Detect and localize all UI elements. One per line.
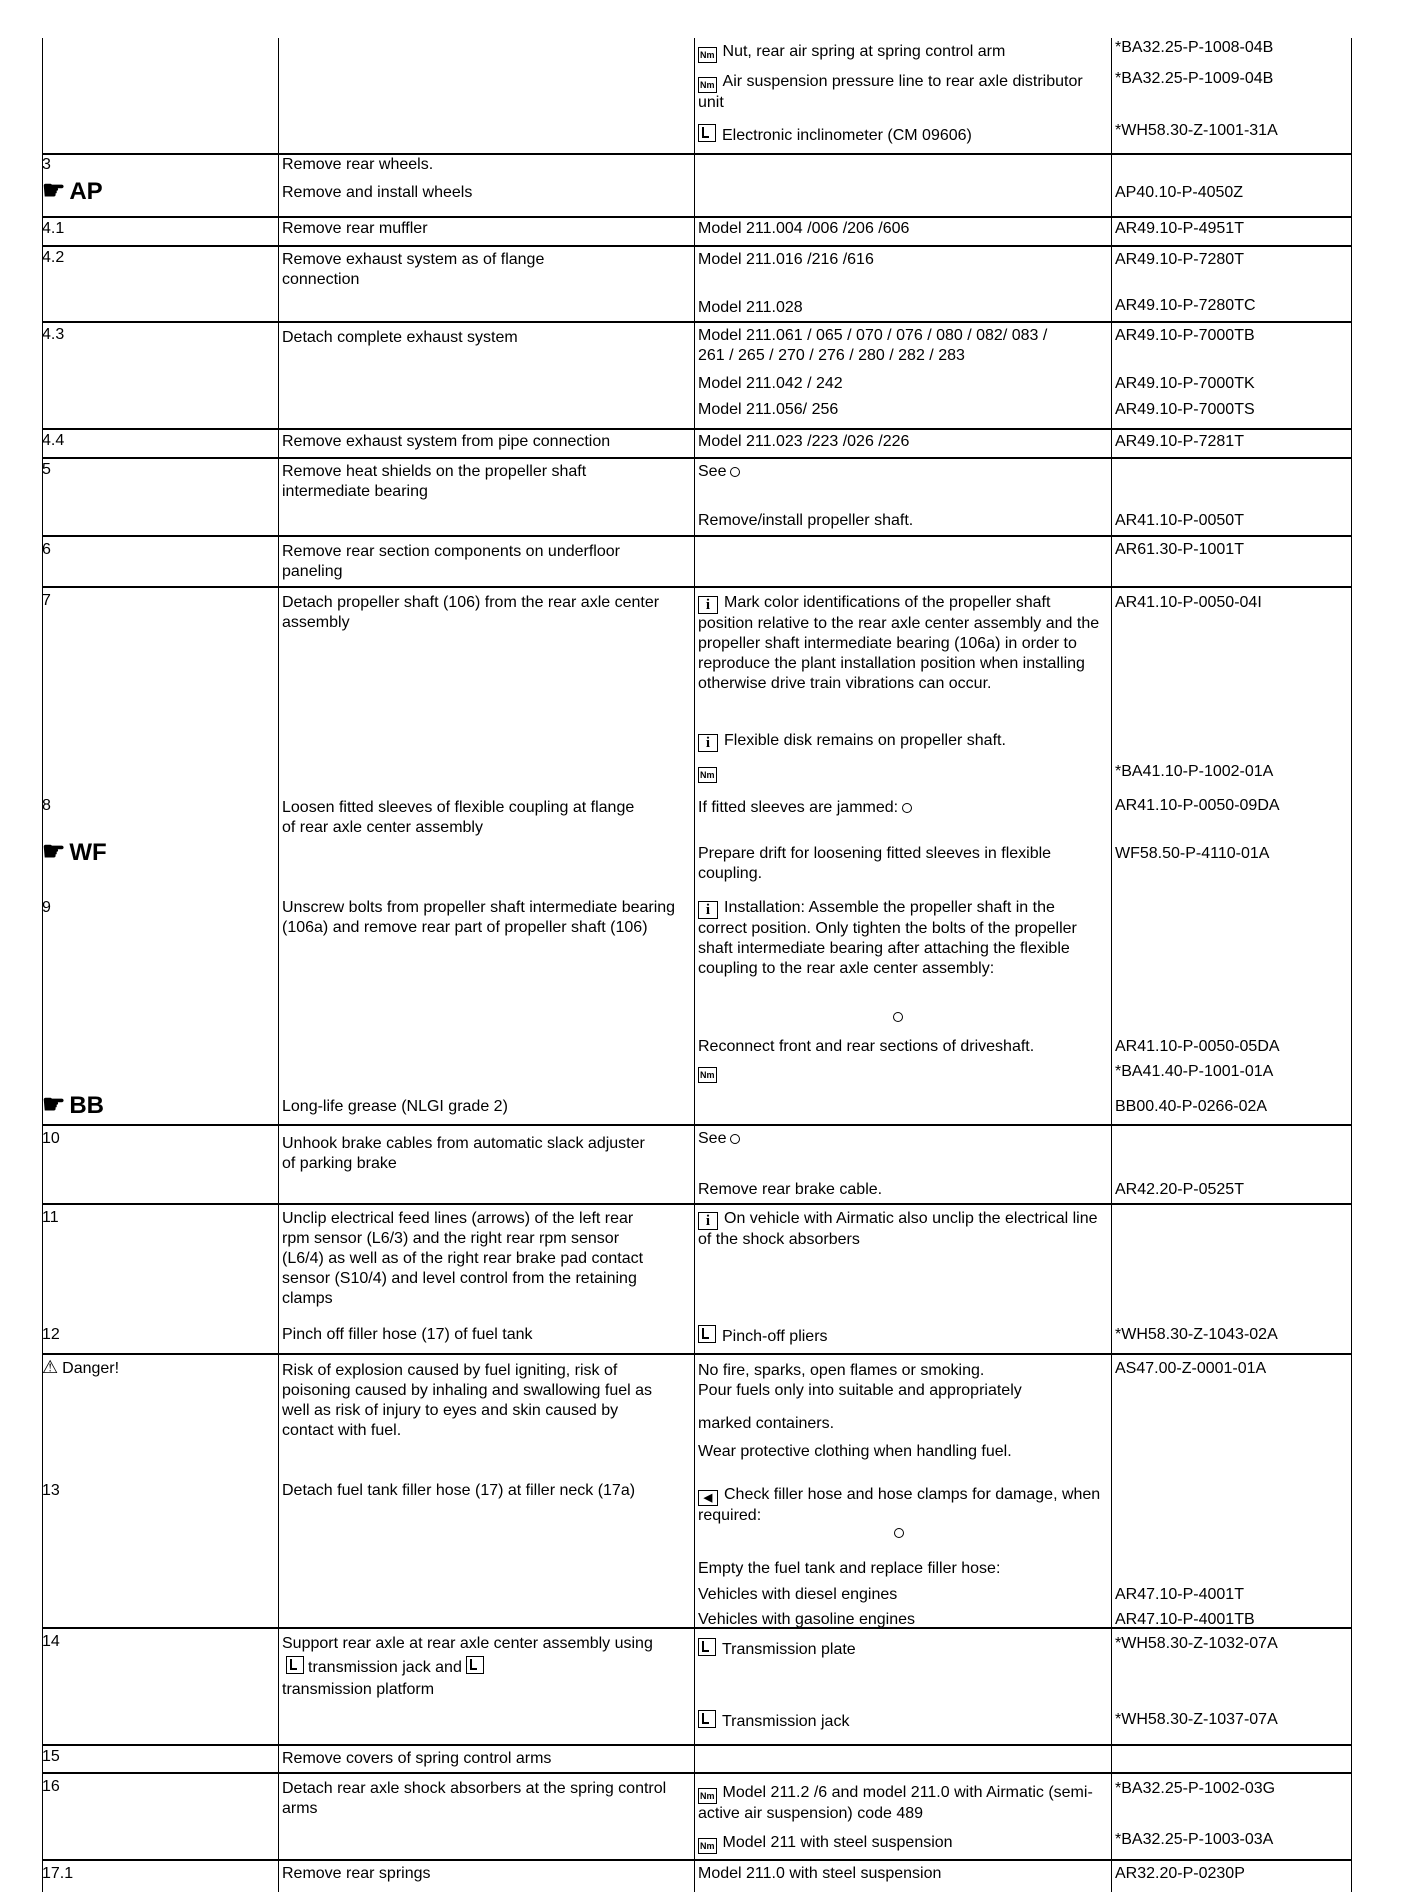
info-note [698,593,1103,694]
note-text: On vehicle with Airmatic also unclip the electrical line of the shock absorbers [698,1210,1098,1248]
note-text: Model 211 with steel suspension [722,1834,953,1851]
pointing-hand-icon: ☛ [42,175,66,205]
document-reference[interactable]: *WH58.30-Z-1001-31A [1115,122,1278,139]
procedure-marker [42,177,272,205]
note-text: Model 211.042 / 242 [698,375,843,392]
marker-code: AP [69,178,103,205]
step-number: 7 [42,592,51,609]
document-reference[interactable]: *BA32.25-P-1008-04B [1115,39,1274,56]
step-number: 16 [42,1778,60,1795]
step-text: Remove heat shields on the propeller shaft intermediate bearing [282,463,587,500]
note-text: Mark color identifications of the propeller shaft position relative to the rear axle center assembly and the propeller shaft intermediate bearing (106a) in order to reproduce the plant installation position when installing otherwise drive train vibrations can occur. [698,594,1100,692]
step-number: 15 [42,1748,60,1765]
spec-text: Pinch-off pliers [722,1328,828,1345]
step-number: 9 [42,899,51,916]
step-number: 4.4 [42,432,65,449]
torque-icon: Nm [698,1788,717,1804]
torque-icon: Nm [698,1838,717,1854]
special-tool-icon [698,124,716,142]
grid-line [694,38,695,1892]
row-divider [42,1859,1352,1861]
pointing-hand-icon: ☛ [42,1089,66,1119]
torque-icon: Nm [698,767,717,783]
torque-spec [698,1062,1108,1083]
spec-text: Transmission jack [722,1713,850,1730]
step-number: 12 [42,1326,60,1343]
document-reference[interactable]: AS47.00-Z-0001-01A [1115,1360,1267,1377]
step-number: 5 [42,461,51,478]
row-divider [42,586,1352,588]
pointing-hand-icon: ☛ [42,836,66,866]
procedure-marker [42,1091,272,1119]
see-reference [698,1129,1108,1149]
note-text: Remove rear brake cable. [698,1181,883,1198]
see-reference [698,798,1108,818]
document-reference[interactable]: *WH58.30-Z-1032-07A [1115,1635,1278,1652]
row-divider [42,1203,1352,1205]
document-reference[interactable]: AR49.10-P-7280T [1115,251,1244,268]
row-divider [42,1744,1352,1746]
document-reference[interactable]: *WH58.30-Z-1043-02A [1115,1326,1278,1343]
note-text: If fitted sleeves are jammed: [698,799,899,816]
step-text: Remove rear muffler [282,220,428,237]
special-tool [698,1638,1108,1660]
row-divider [42,216,1352,218]
step-text: Detach rear axle shock absorbers at the spring control arms [282,1780,667,1817]
step-text: Remove covers of spring control arms [282,1750,552,1767]
document-reference[interactable]: AR49.10-P-7000TB [1115,327,1255,344]
marker-code: BB [69,1092,104,1119]
special-tool-icon [698,1638,716,1656]
step-text: Detach fuel tank filler hose (17) at filler neck (17a) [282,1482,636,1499]
note-text: Check filler hose and hose clamps for damage, when required: [698,1486,1101,1524]
torque-spec [698,762,1108,783]
step-number: 17.1 [42,1865,74,1882]
document-reference[interactable]: AR41.10-P-0050T [1115,512,1244,529]
info-note [698,731,1108,752]
document-reference[interactable]: *BA32.25-P-1009-04B [1115,70,1274,87]
see-text: See [698,463,727,480]
special-tool-icon [698,1325,716,1343]
row-divider [42,1124,1352,1126]
document-reference[interactable]: AR41.10-P-0050-04I [1115,594,1262,611]
procedure-marker [42,838,272,866]
note-text: Model 211.056/ 256 [698,401,839,418]
step-number: 6 [42,541,51,558]
document-reference[interactable]: AR32.20-P-0230P [1115,1865,1245,1882]
row-divider [42,1353,1352,1355]
grid-line [42,38,43,1892]
see-reference [698,462,1108,482]
step-number: 8 [42,797,51,814]
note-text: Model 211.016 /216 /616 [698,251,874,268]
step-number: 4.2 [42,249,65,266]
document-reference[interactable]: *BA32.25-P-1003-03A [1115,1831,1274,1848]
document-reference[interactable]: AR47.10-P-4001TB [1115,1611,1255,1628]
step-text: Remove rear wheels. [282,156,434,173]
see-text: See [698,1130,727,1147]
info-icon: i [698,901,718,919]
note-text: Remove/install propeller shaft. [698,512,914,529]
step-text: Remove rear springs [282,1865,431,1882]
document-reference[interactable]: *BA32.25-P-1002-03G [1115,1780,1276,1797]
info-icon: i [698,734,718,752]
torque-icon: Nm [698,1067,717,1083]
step-text: Unscrew bolts from propeller shaft intermediate bearing (106a) and remove rear part of propeller shaft (106) [282,899,676,936]
warning-triangle-icon: ⚠ [42,1357,59,1377]
document-reference[interactable]: AR61.30-P-1001T [1115,541,1244,558]
reference-marker-icon[interactable] [894,1528,904,1538]
step-number: 11 [42,1209,59,1226]
special-tool-icon [286,1656,304,1674]
note-text: Prepare drift for loosening fitted sleeves in flexible coupling. [698,845,1052,882]
info-icon: i [698,1212,718,1230]
special-tool-icon [698,1710,716,1728]
step-text: Unclip electrical feed lines (arrows) of the left rear rpm sensor (L6/3) and the right rear rpm sensor (L6/4) as well as of the right rear brake pad contact sensor (S10/4) and level control from the retaining clamps [282,1210,644,1307]
row-divider [42,245,1352,247]
document-reference[interactable]: AR49.10-P-7000TK [1115,375,1255,392]
note-text: Wear protective clothing when handling fuel. [698,1443,1012,1460]
spec-text: Transmission plate [722,1641,856,1658]
grid-line [1111,38,1112,1892]
info-note [698,898,1103,979]
torque-spec [698,1833,1108,1854]
step-text: Loosen fitted sleeves of flexible coupling at flange of rear axle center assembly [282,799,635,836]
document-reference[interactable]: *BA41.10-P-1002-01A [1115,763,1274,780]
step-number: 13 [42,1482,60,1499]
document-reference[interactable]: AP40.10-P-4050Z [1115,184,1244,201]
note-text: Vehicles with diesel engines [698,1586,898,1603]
step-text: Remove and install wheels [282,184,473,201]
document-reference[interactable]: AR49.10-P-7280TC [1115,297,1256,314]
step-text: Remove rear section components on underfloor paneling [282,543,620,580]
row-divider [42,1772,1352,1774]
step-text: Pinch off filler hose (17) of fuel tank [282,1326,533,1343]
spec-text: Nut, rear air spring at spring control arm [722,43,1006,60]
row-divider [42,535,1352,537]
note-icon: ◀ [698,1490,718,1506]
note-text: Model 211.061 / 065 / 070 / 076 / 080 / 082/ 083 / 261 / 265 / 270 / 276 / 280 / 282 / 283 [698,327,1048,364]
danger-description: Risk of explosion caused by fuel igniting, risk of poisoning caused by inhaling and swallowing fuel as well as risk of injury to eyes and skin caused by contact with fuel. [282,1362,653,1439]
row-divider [42,428,1352,430]
note-text: Model 211.004 /006 /206 /606 [698,220,910,237]
torque-spec [698,1783,1103,1824]
step-text: transmission platform [282,1681,435,1698]
document-reference[interactable]: AR41.10-P-0050-05DA [1115,1038,1280,1055]
note-text: Empty the fuel tank and replace filler hose: [698,1560,1001,1577]
step-number: 4.3 [42,326,65,343]
grid-line [278,38,279,1892]
document-reference[interactable]: AR49.10-P-7000TS [1115,401,1255,418]
note-text: marked containers. [698,1415,835,1432]
step-number: 4.1 [42,220,65,237]
spec-torque [698,42,1108,63]
special-tool [698,124,1108,146]
spec-text: Electronic inclinometer (CM 09606) [722,127,972,144]
torque-icon: Nm [698,47,717,63]
reference-marker-icon[interactable] [730,1134,740,1144]
step-text: Long-life grease (NLGI grade 2) [282,1098,508,1115]
note-text: No fire, sparks, open flames or smoking. Pour fuels only into suitable and appropriately [698,1362,1022,1399]
note [698,1485,1103,1526]
step-text: transmission jack and [308,1659,462,1676]
special-tool-icon [466,1656,484,1674]
step-text: Remove exhaust system as of flange connection [282,251,545,288]
document-reference[interactable]: AR41.10-P-0050-09DA [1115,797,1280,814]
note-text: Model 211.2 /6 and model 211.0 with Airmatic (semi-active air suspension) code 489 [698,1784,1093,1822]
document-reference[interactable]: WF58.50-P-4110-01A [1115,845,1270,862]
note-text: Flexible disk remains on propeller shaft. [724,732,1006,749]
document-reference[interactable]: AR47.10-P-4001T [1115,1586,1244,1603]
document-reference[interactable]: *BA41.40-P-1001-01A [1115,1063,1274,1080]
note-text: Reconnect front and rear sections of driveshaft. [698,1038,1035,1055]
document-reference[interactable]: AR49.10-P-7281T [1115,433,1244,450]
step-text: Unhook brake cables from automatic slack adjuster of parking brake [282,1135,645,1172]
info-icon: i [698,596,718,614]
step-text: Remove exhaust system from pipe connection [282,433,611,450]
note-text: Model 211.028 [698,299,803,316]
spec-torque [698,72,1108,113]
special-tool [698,1325,1108,1347]
step-number: 10 [42,1130,60,1147]
info-note [698,1209,1103,1250]
step-text: Support rear axle at rear axle center assembly using [282,1635,653,1652]
document-reference[interactable]: AR49.10-P-4951T [1115,220,1244,237]
document-reference[interactable]: *WH58.30-Z-1037-07A [1115,1711,1278,1728]
document-reference[interactable]: BB00.40-P-0266-02A [1115,1098,1268,1115]
row-divider [42,457,1352,459]
torque-icon: Nm [698,77,717,93]
reference-marker-icon[interactable] [902,803,912,813]
reference-marker-icon[interactable] [730,467,740,477]
note-text: Model 211.0 with steel suspension [698,1865,942,1882]
step-text: Detach propeller shaft (106) from the rear axle center assembly [282,594,660,631]
marker-code: WF [69,839,107,866]
danger-text: Danger! [62,1360,120,1377]
step-text-with-tools [282,1656,682,1678]
row-divider [42,321,1352,323]
step-number: 3 [42,156,51,173]
step-number: 14 [42,1633,60,1650]
note-text: Vehicles with gasoline engines [698,1611,916,1628]
note-text: Model 211.023 /223 /026 /226 [698,433,910,450]
special-tool [698,1710,1108,1732]
note-text: Installation: Assemble the propeller shaft in the correct position. Only tighten the bolts of the propeller shaft intermediate bearing after attaching the flexible coupling to the rear axle center assembly: [698,899,1077,977]
reference-marker-icon[interactable] [893,1012,903,1022]
spec-text: Air suspension pressure line to rear axle distributor unit [698,73,1083,111]
document-reference[interactable]: AR42.20-P-0525T [1115,1181,1244,1198]
danger-label [42,1357,272,1379]
step-text: Detach complete exhaust system [282,329,518,346]
